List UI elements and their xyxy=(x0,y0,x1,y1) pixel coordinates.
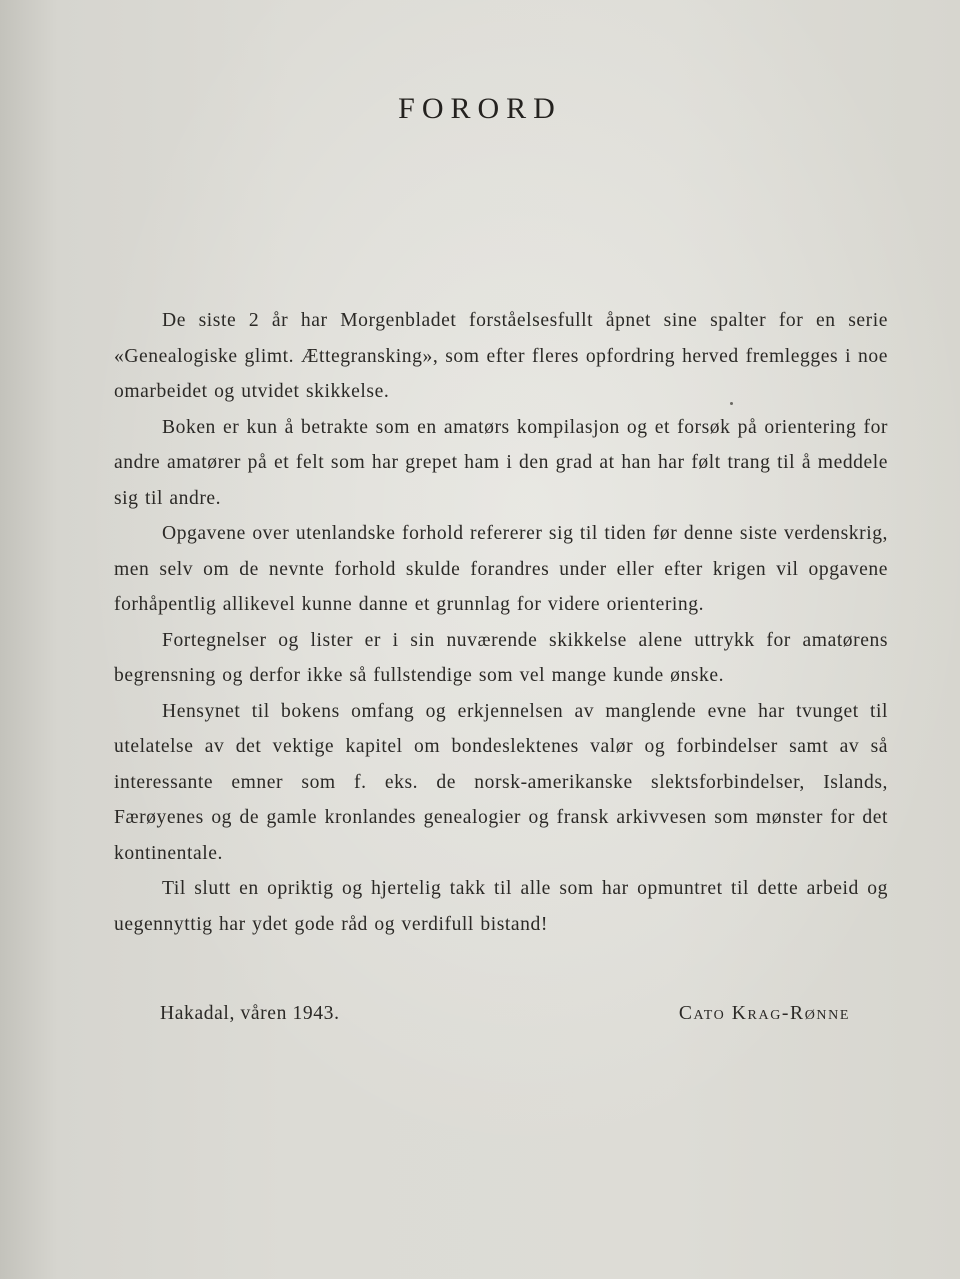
paragraph: Opgavene over utenlandske forhold refererer sig til tiden før denne siste verdenskrig, men selv om de nevnte forhold skulde forandres under eller efter krigen vil opgavene forhåpentlig allikevel kunne danne et grunnlag for videre orientering. xyxy=(114,523,888,615)
author-name: Cato Krag-Rønne xyxy=(678,1003,850,1024)
place-date: Hakadal, våren 1943. xyxy=(160,1003,340,1024)
paragraph: Hensynet til bokens omfang og erkjennelsen av manglende evne har tvunget til utelatelse av det vektige kapitel om bondeslektenes valør og forbindelser samt av så interessante emner som f. eks. de norsk-amerikanske slektsforbindelser, Islands, Færøyenes og de gamle kronlandes genealogier og fransk arkivvesen som mønster for det kontinentale. xyxy=(114,700,888,864)
signature-line xyxy=(160,1003,850,1037)
page-title: FORORD xyxy=(398,92,562,125)
paragraph: Boken er kun å betrakte som en amatørs kompilasjon og et forsøk på orientering for andre amatører på et felt som har grepet ham i den grad at han har følt trang til å meddele sig til andre. xyxy=(114,416,888,509)
preface-text xyxy=(114,303,888,942)
paragraph: De siste 2 år har Morgenbladet forståelsesfullt åpnet sine spalter for en serie «Genealogiske glimt. Ættegransking», som efter fleres opfordring herved fremlegges i noe omarbeidet og utvidet skikkelse. xyxy=(114,310,888,402)
paper-speck xyxy=(730,402,733,405)
paragraph: Fortegnelser og lister er i sin nuværende skikkelse alene uttrykk for amatørens begrensning og derfor ikke så fullstendige som vel mange kunde ønske. xyxy=(114,629,888,686)
paragraph: Til slutt en opriktig og hjertelig takk til alle som har opmuntret til dette arbeid og uegennyttig har ydet gode råd og verdifull bistand! xyxy=(114,878,888,935)
